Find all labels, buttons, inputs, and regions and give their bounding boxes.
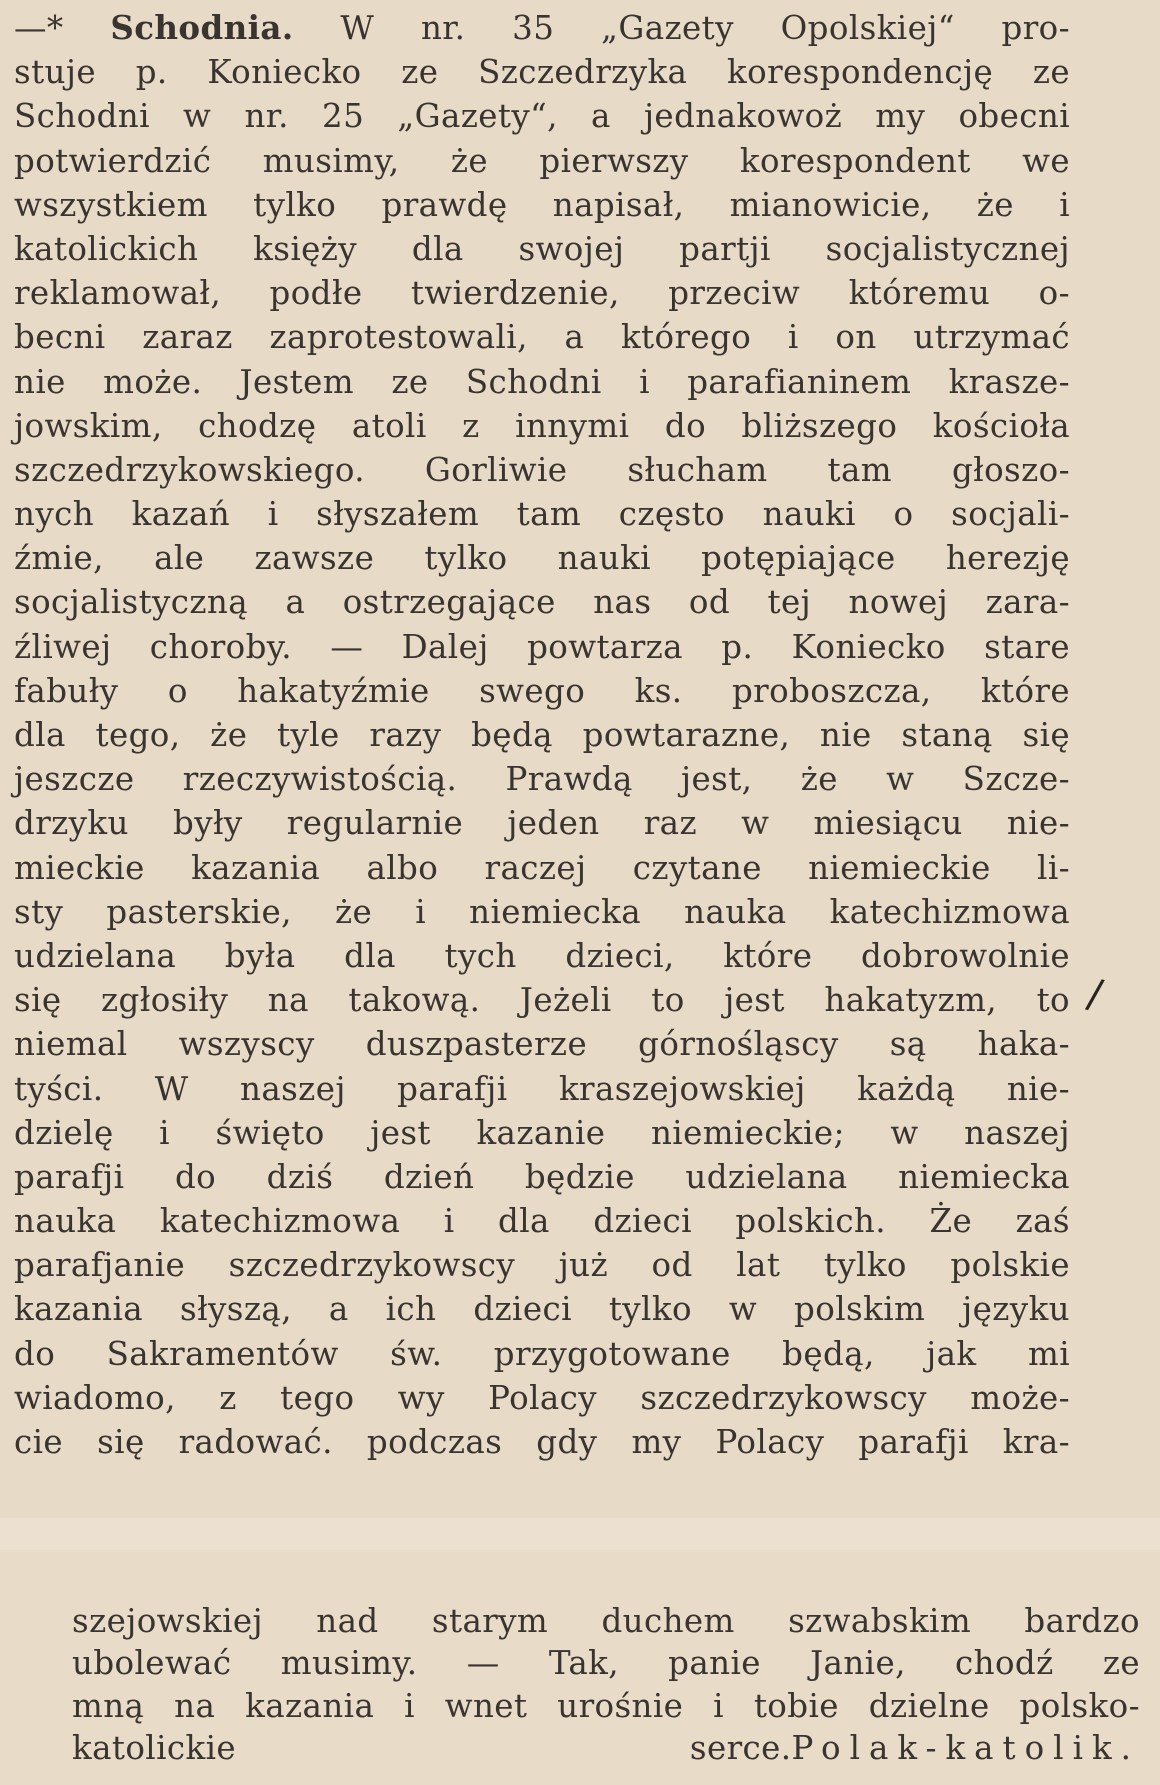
article-line-20: mieckie kazania albo raczej czytane niemieckie li- [14,848,1070,887]
article-line-25: tyści. W naszej parafji kraszejowskiej każdą nie- [14,1069,1070,1108]
article-line-9: nie może. Jestem ze Schodni i parafianinem krasze- [14,362,1070,401]
article-line-27: parafji do dziś dzień będzie udzielana niemiecka [14,1157,1070,1196]
article-line-13: źmie, ale zawsze tylko nauki potępiające herezję [14,539,1070,578]
article-line-2: stuje p. Koniecko ze Szczedrzyka korespondencję ze [14,53,1070,92]
article-cont-line-1: szejowskiej nad starym duchem szwabskim bardzo [72,1602,1140,1640]
article-line-8: becni zaraz zaprotestowali, a którego i on utrzymać [14,318,1070,357]
article-line-33: cie się radować. podczas gdy my Polacy parafji kra- [14,1423,1070,1461]
article-line-28: nauka katechizmowa i dla dzieci polskich. Że zaś [14,1202,1070,1241]
article-line-31: do Sakramentów św. przygotowane będą, jak mi [14,1334,1070,1373]
article-line-5: wszystkiem tylko prawdę napisał, mianowicie, że i [14,185,1070,224]
article-line-12: nych kazań i słyszałem tam często nauki o socjali- [14,495,1070,534]
article-cont-line-3: mną na kazania i wnet urośnie i tobie dzielne polsko- [72,1686,1140,1725]
article-column-1 [14,6,1070,1464]
article-line-7: reklamował, podłe twierdzenie, przeciw któremu o- [14,274,1070,313]
article-line-32: wiadomo, z tego wy Polacy szczedrzykowscy może- [14,1378,1070,1417]
article-line-22: udzielana była dla tych dzieci, które dobrowolnie [14,936,1070,975]
article-column-2 [72,1600,1140,1770]
article-line-6: katolickich księży dla swojej partji socjalistycznej [14,229,1070,268]
article-line-1-text: W nr. 35 „Gazety Opolskiej“ pro- [340,9,1070,47]
article-line-3: Schodni w nr. 25 „Gazety“, a jednakowoż my obecni [14,97,1070,136]
article-cont-line-2: ubolewać musimy. — Tak, panie Janie, chodź ze [72,1644,1140,1683]
column-gap [0,1518,1160,1550]
article-line-1 [14,6,1070,50]
author-signature: Polak-katolik. [791,1729,1140,1768]
article-line-30: kazania słyszą, a ich dzieci tylko w polskim języku [14,1290,1070,1329]
article-line-19: drzyku były regularnie jeden raz w miesiącu nie- [14,804,1070,843]
lead-marker: —* [14,9,64,47]
article-headline: Schodnia. [110,8,294,47]
article-line-10: jowskim, chodzę atoli z innymi do bliższego kościoła [14,406,1070,445]
article-line-24: niemal wszyscy duszpasterze górnośląscy są haka- [14,1025,1070,1064]
margin-pen-mark-icon: / [1083,970,1107,1019]
article-line-17: dla tego, że tyle razy będą powtarazne, nie staną się [14,716,1070,754]
article-cont-line-4 [72,1727,1140,1769]
article-line-4: potwierdzić musimy, że pierwszy korespondent we [14,141,1070,180]
article-line-15: źliwej choroby. — Dalej powtarza p. Koniecko stare [14,627,1070,666]
article-closing-text: katolickie serce. [72,1729,792,1768]
article-line-11: szczedrzykowskiego. Gorliwie słucham tam głoszo- [14,450,1070,489]
article-line-16: fabuły o hakatyźmie swego ks. proboszcza, które [14,671,1070,710]
article-line-29: parafjanie szczedrzykowscy już od lat tylko polskie [14,1246,1070,1285]
article-line-18: jeszcze rzeczywistością. Prawdą jest, że w Szcze- [14,760,1070,799]
article-line-23: się zgłosiły na takową. Jeżeli to jest hakatyzm, to [14,981,1070,1020]
article-line-26: dzielę i święto jest kazanie niemieckie; w naszej [14,1113,1070,1152]
article-line-21: sty pasterskie, że i niemiecka nauka katechizmowa [14,892,1070,931]
article-line-14: socjalistyczną a ostrzegające nas od tej nowej zara- [14,583,1070,622]
